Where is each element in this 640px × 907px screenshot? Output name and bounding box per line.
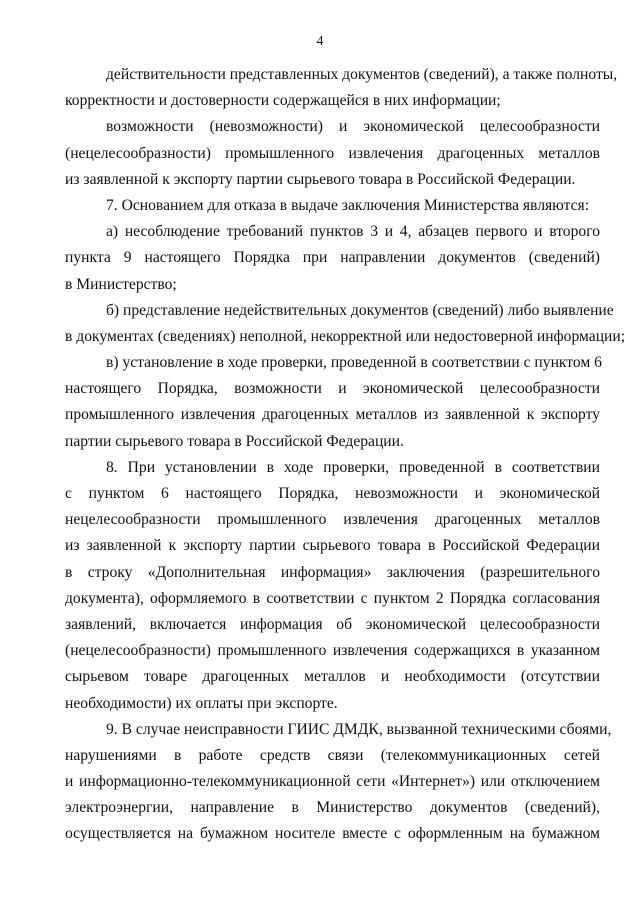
text-line: возможности (невозможности) и экономической целесообразности bbox=[106, 118, 600, 136]
text-line: действительности представленных документов (сведений), а также полноты, bbox=[106, 66, 618, 83]
text-line: с пунктом 6 настоящего Порядка, невозможности и экономической bbox=[65, 485, 600, 502]
text-line: документа), оформляемого в соответствии с пунктом 2 Порядка согласования bbox=[65, 589, 600, 607]
text-line: электроэнергии, направление в Министерство документов (сведений), bbox=[65, 799, 600, 817]
document-body bbox=[65, 62, 626, 848]
text-line: б) представление недействительных документов (сведений) либо выявление bbox=[106, 301, 614, 319]
text-line: пункта 9 настоящего Порядка при направлении документов (сведений) bbox=[65, 249, 600, 267]
text-line: необходимости) их оплаты при экспорте. bbox=[65, 694, 338, 712]
text-line: в) установление в ходе проверки, проведенной в соответствии с пунктом 6 bbox=[106, 354, 602, 372]
text-line: 9. В случае неисправности ГИИС ДМДК, вызванной техническими сбоями, bbox=[106, 720, 612, 738]
text-line: партии сырьевого товара в Российской Федерации. bbox=[65, 432, 404, 450]
text-line: осуществляется на бумажном носителе вместе с оформленным на бумажном bbox=[65, 825, 600, 843]
text-line: настоящего Порядка, возможности и экономической целесообразности bbox=[65, 380, 600, 398]
text-line: из заявленной к экспорту партии сырьевого товара в Российской Федерации bbox=[65, 537, 600, 555]
text-line: в документах (сведениях) неполной, некорректной или недостоверной информации; bbox=[65, 327, 626, 345]
text-line: промышленного извлечения драгоценных металлов из заявленной к экспорту bbox=[65, 406, 600, 424]
text-line: корректности и достоверности содержащейся в них информации; bbox=[65, 92, 501, 110]
text-line: и информационно-телекоммуникационной сети «Интернет») или отключением bbox=[65, 773, 600, 791]
text-line: (нецелесообразности) промышленного извлечения драгоценных металлов bbox=[65, 144, 600, 162]
text-line: из заявленной к экспорту партии сырьевого товара в Российской Федерации. bbox=[65, 170, 576, 188]
text-line: в строку «Дополнительная информация» заключения (разрешительного bbox=[65, 563, 600, 581]
text-line: сырьевом товаре драгоценных металлов и необходимости (отсутствии bbox=[65, 668, 600, 686]
text-line: 7. Основанием для отказа в выдаче заключения Министерства являются: bbox=[106, 196, 590, 214]
text-line: заявлений, включается информация об экономической целесообразности bbox=[65, 615, 600, 633]
page-number: 4 bbox=[316, 34, 324, 49]
text-line: нецелесообразности промышленного извлечения драгоценных металлов bbox=[65, 511, 600, 529]
text-line: (нецелесообразности) промышленного извлечения содержащихся в указанном bbox=[65, 642, 600, 660]
text-line: 8. При установлении в ходе проверки, проведенной в соответствии bbox=[106, 458, 600, 476]
text-line: а) несоблюдение требований пунктов 3 и 4, абзацев первого и второго bbox=[106, 223, 600, 241]
text-line: нарушениями в работе средств связи (телекоммуникационных сетей bbox=[65, 746, 600, 764]
text-line: в Министерство; bbox=[65, 275, 177, 293]
